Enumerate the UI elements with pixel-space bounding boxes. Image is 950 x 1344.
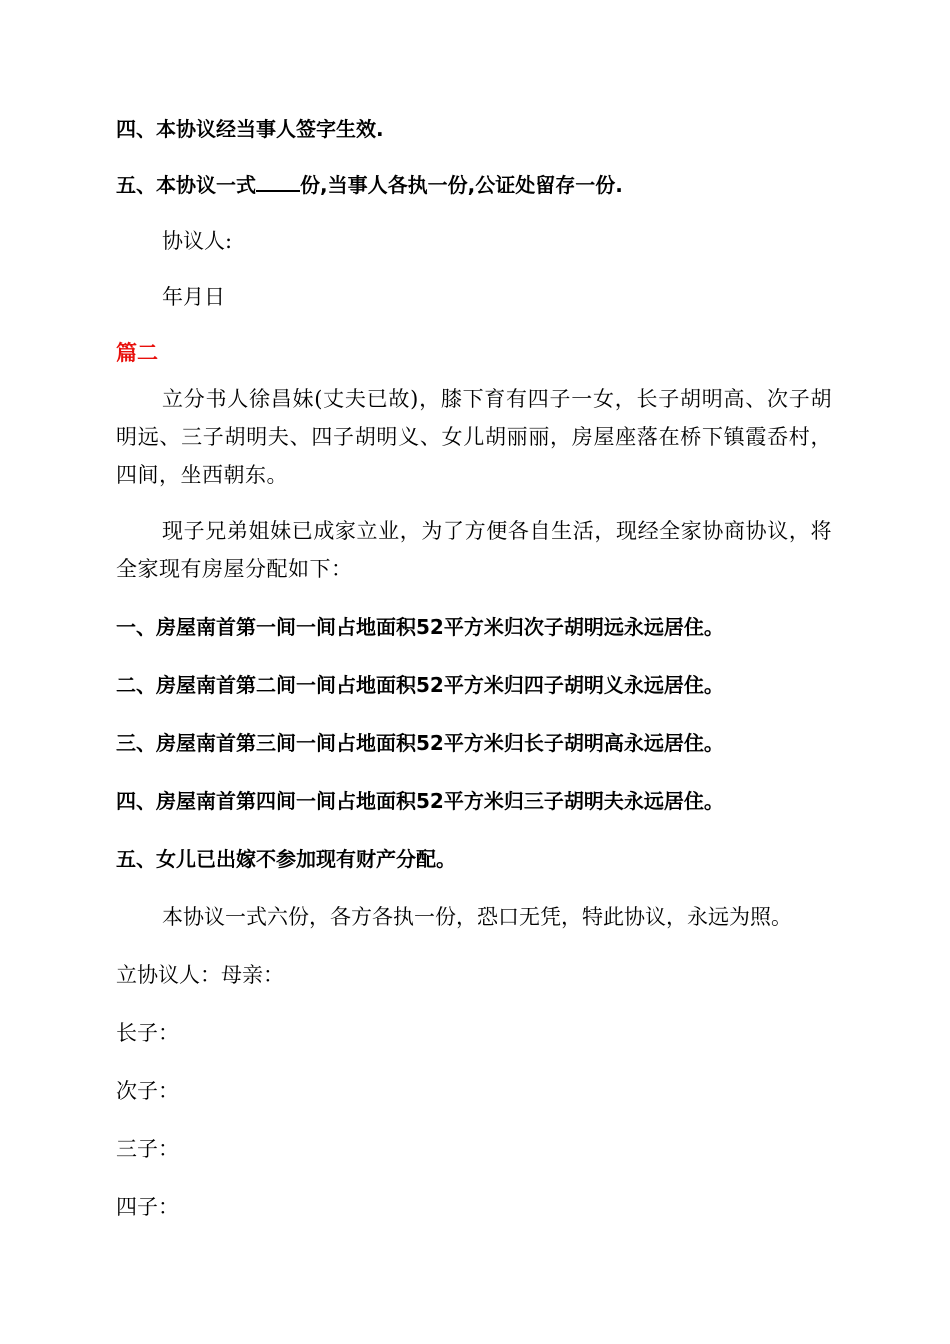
signatory-line: 四子： [116,1195,179,1219]
signatory-line: 长子： [116,1021,179,1045]
closing-paragraph: 本协议一式六份，各方各执一份，恐口无凭，特此协议，永远为照。 [162,905,792,929]
intro-paragraph: 立分书人徐昌妹(丈夫已故)，膝下育有四子一女，长子胡明高、次子胡明远、三子胡明夫、四子胡明义、女儿胡丽丽，房屋座落在桥下镇霞岙村，四间，坐西朝东。 [116,387,832,487]
clause-5 [116,170,832,200]
allocation-item: 一、房屋南首第一间一间占地面积52平方米归次子胡明远永远居住。 [116,615,724,639]
signatory-line: 立协议人：母亲： [116,963,284,987]
allocation-item: 三、房屋南首第三间一间占地面积52平方米归长子胡明高永远居住。 [116,731,724,755]
allocation-item: 五、女儿已出嫁不参加现有财产分配。 [116,847,456,871]
signatory-line: 次子： [116,1079,179,1103]
copies-blank [256,170,300,192]
agreement-paragraph: 现子兄弟姐妹已成家立业，为了方便各自生活，现经全家协商协议，将全家现有房屋分配如下： [116,519,832,581]
signer-label: 协议人: [162,229,233,253]
clause-4: 四、本协议经当事人签字生效. [116,117,384,141]
document-page [116,112,832,1222]
signatory-line: 三子： [116,1137,179,1161]
section-heading: 篇二 [116,341,158,365]
date-label: 年月日 [162,285,225,309]
clause-5-end: 份,当事人各执一份,公证处留存一份. [300,173,623,197]
clause-5-start: 五、本协议一式 [116,173,256,197]
allocation-item: 二、房屋南首第二间一间占地面积52平方米归四子胡明义永远居住。 [116,673,724,697]
allocation-item: 四、房屋南首第四间一间占地面积52平方米归三子胡明夫永远居住。 [116,789,724,813]
